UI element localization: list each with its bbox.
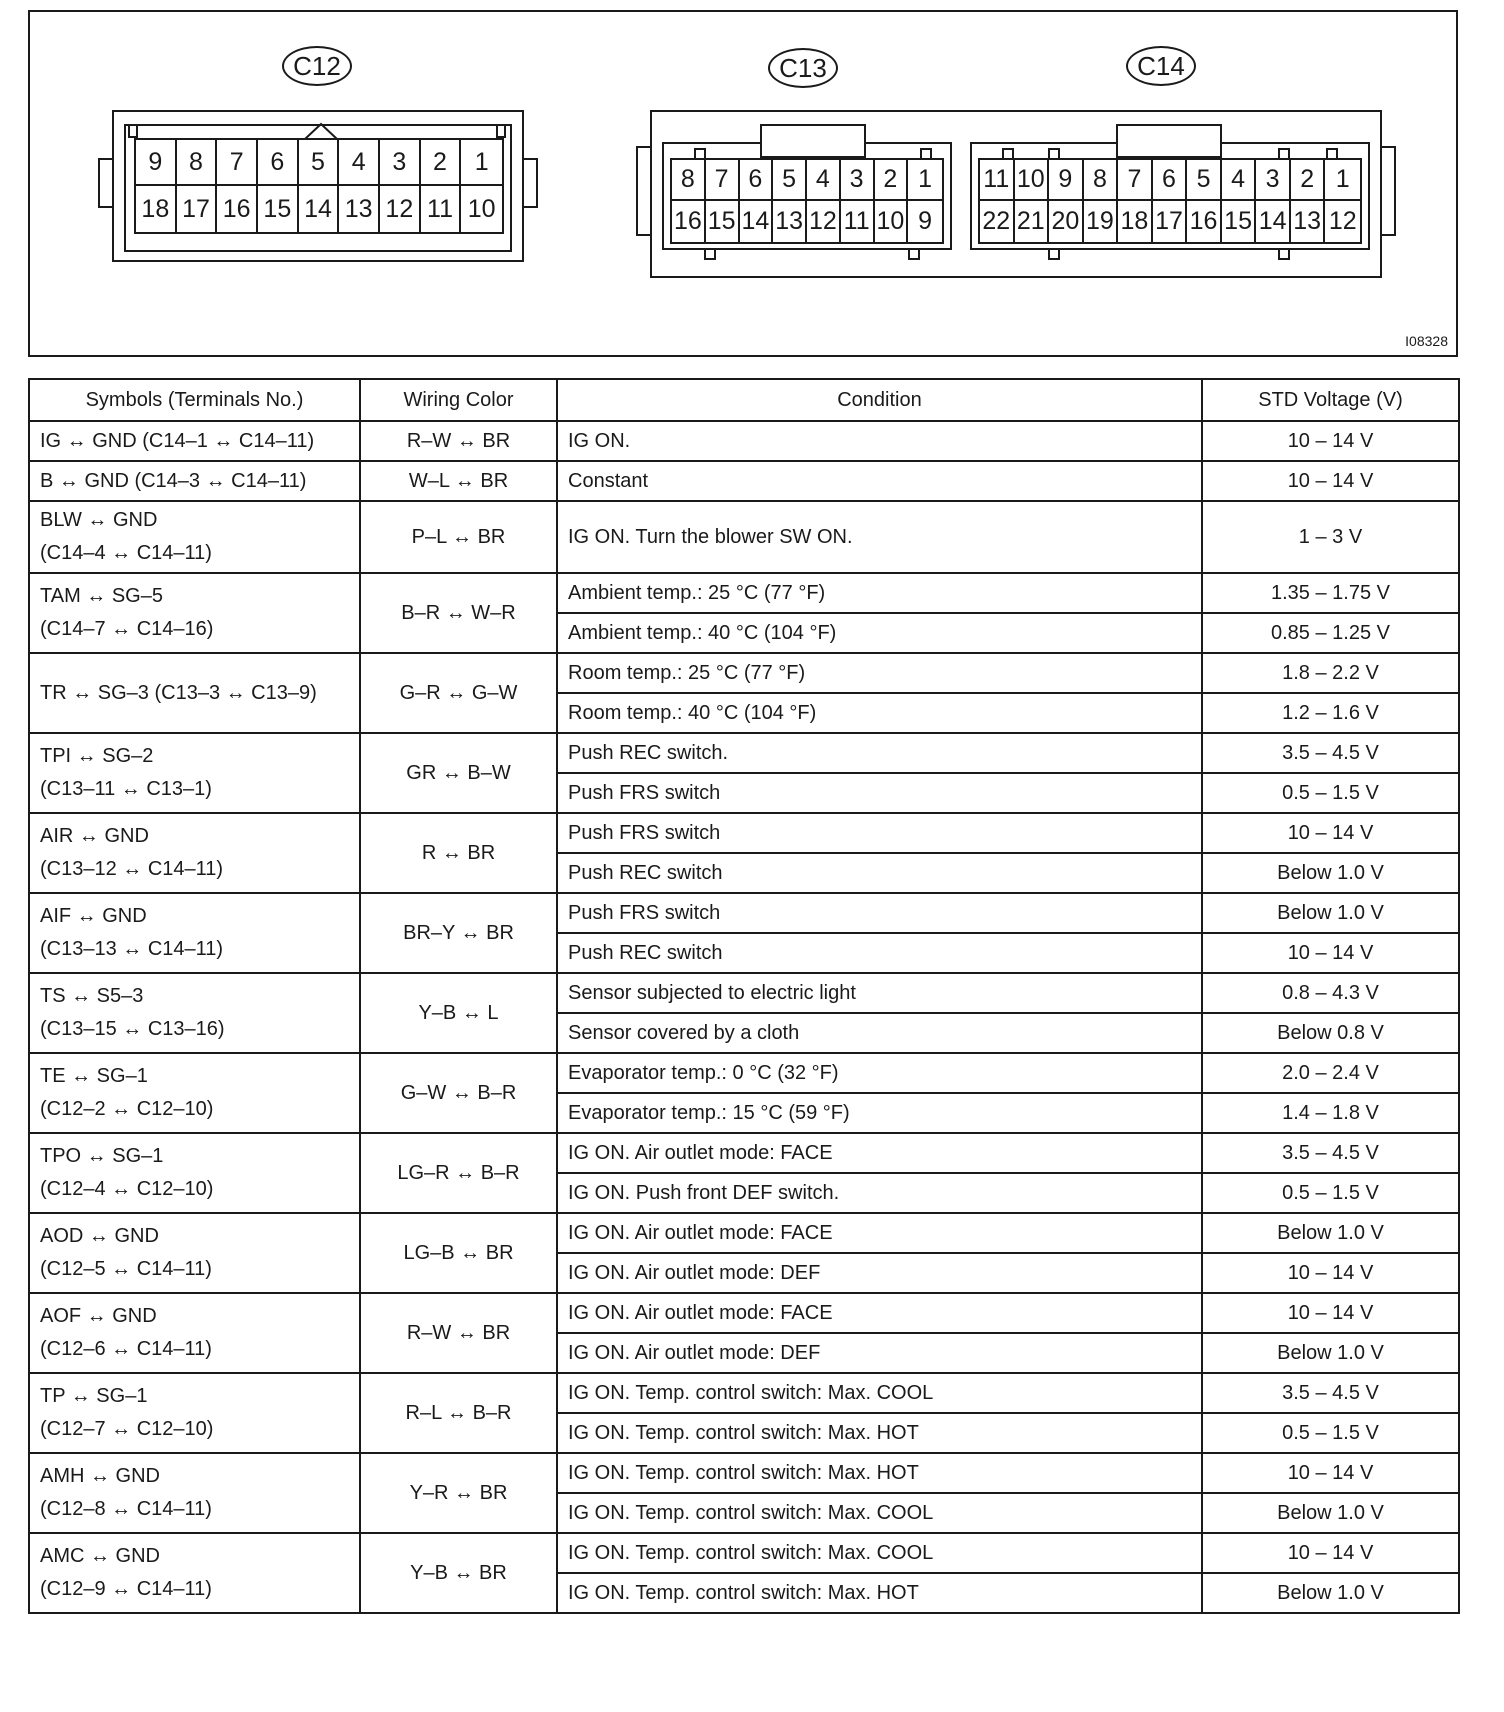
condition: IG ON. Temp. control switch: Max. HOT	[557, 1413, 1202, 1453]
terminal-numbers: (C14–4 ↔ C14–11)	[40, 542, 212, 564]
connector-pin: 5	[773, 160, 807, 201]
housing-ear	[1380, 146, 1396, 236]
connector-pin: 3	[380, 140, 421, 186]
condition: Room temp.: 40 °C (104 °F)	[557, 693, 1202, 733]
connector-pin: 10	[1015, 160, 1050, 201]
terminal-symbols-cell	[29, 421, 360, 461]
connector-pin: 10	[875, 201, 909, 242]
figure-id: I08328	[1405, 333, 1448, 349]
connector-pin: 14	[740, 201, 774, 242]
connector-pin: 7	[706, 160, 740, 201]
connector-label-c12: C12	[282, 46, 352, 86]
connector-pin: 15	[706, 201, 740, 242]
connector-pin: 4	[1222, 160, 1257, 201]
table-row	[29, 1293, 1459, 1333]
connector-pin: 6	[258, 140, 299, 186]
std-voltage: 0.5 – 1.5 V	[1202, 773, 1459, 813]
connector-pin: 8	[1084, 160, 1119, 201]
housing-latch	[1048, 248, 1060, 260]
condition: IG ON. Air outlet mode: FACE	[557, 1293, 1202, 1333]
terminal-symbols-cell	[29, 653, 360, 733]
wiring-color: Y–R ↔ BR	[360, 1453, 557, 1533]
connector-pin: 9	[1049, 160, 1084, 201]
std-voltage: Below 1.0 V	[1202, 1213, 1459, 1253]
std-voltage: 1 – 3 V	[1202, 501, 1459, 573]
std-voltage: 0.85 – 1.25 V	[1202, 613, 1459, 653]
housing-latch	[908, 248, 920, 260]
connector-pin: 1	[1325, 160, 1360, 201]
connector-pin: 17	[1153, 201, 1188, 242]
terminal-symbols: TE ↔ SG–1	[40, 1065, 148, 1087]
connector-pin: 7	[1118, 160, 1153, 201]
connector-pin: 12	[380, 186, 421, 232]
condition: Evaporator temp.: 15 °C (59 °F)	[557, 1093, 1202, 1133]
connector-pin: 20	[1049, 201, 1084, 242]
terminal-symbols: AIF ↔ GND	[40, 905, 147, 927]
housing-key	[1116, 124, 1222, 158]
table-row	[29, 1053, 1459, 1093]
connector-pin: 12	[1328, 207, 1357, 235]
header-symbols: Symbols (Terminals No.)	[29, 379, 360, 421]
table-row	[29, 973, 1459, 1013]
condition: IG ON.	[557, 421, 1202, 461]
table-row	[29, 1533, 1459, 1573]
wiring-color: B–R ↔ W–R	[360, 573, 557, 653]
connector-housing-c12	[112, 110, 524, 262]
condition: IG ON. Temp. control switch: Max. COOL	[557, 1373, 1202, 1413]
pin-grid-c13	[670, 158, 944, 244]
connector-pin: 1	[461, 140, 502, 186]
terminal-symbols: TR ↔ SG–3 (C13–3 ↔ C13–9)	[40, 681, 317, 704]
connector-pin: 16	[217, 186, 258, 232]
connector-pin: 9	[918, 207, 933, 235]
housing-ear	[636, 146, 652, 236]
connector-pin: 16	[672, 201, 706, 242]
terminal-numbers: (C12–2 ↔ C12–10)	[40, 1098, 214, 1120]
connector-diagram	[28, 10, 1458, 357]
table-row	[29, 421, 1459, 461]
terminal-numbers: (C12–7 ↔ C12–10)	[40, 1418, 214, 1440]
connector-pin: 14	[299, 186, 340, 232]
connector-housing-c13-c14	[650, 110, 1382, 278]
condition: IG ON. Temp. control switch: Max. HOT	[557, 1453, 1202, 1493]
connector-pin: 13	[1291, 201, 1326, 242]
std-voltage: 10 – 14 V	[1202, 1293, 1459, 1333]
connector-pin: 13	[339, 186, 380, 232]
wiring-color: BR–Y ↔ BR	[360, 893, 557, 973]
table-row	[29, 501, 1459, 573]
header-condition: Condition	[557, 379, 1202, 421]
terminal-symbols-cell	[29, 1533, 360, 1613]
connector-pin: 2	[421, 140, 462, 186]
terminal-symbols-cell	[29, 893, 360, 973]
connector-pin: 3	[1256, 160, 1291, 201]
std-voltage: 1.8 – 2.2 V	[1202, 653, 1459, 693]
std-voltage: 3.5 – 4.5 V	[1202, 733, 1459, 773]
terminal-symbols-cell	[29, 733, 360, 813]
wiring-color: R–W ↔ BR	[360, 1293, 557, 1373]
table-row	[29, 461, 1459, 501]
condition: IG ON. Temp. control switch: Max. COOL	[557, 1533, 1202, 1573]
condition: Ambient temp.: 40 °C (104 °F)	[557, 613, 1202, 653]
connector-pin: 9	[136, 140, 177, 186]
condition: Push FRS switch	[557, 773, 1202, 813]
pin-grid-c12	[134, 138, 504, 234]
connector-pin: 15	[258, 186, 299, 232]
connector-pin: 3	[841, 160, 875, 201]
std-voltage: 10 – 14 V	[1202, 1453, 1459, 1493]
terminal-symbols-cell	[29, 1373, 360, 1453]
table-row	[29, 1213, 1459, 1253]
std-voltage: 1.35 – 1.75 V	[1202, 573, 1459, 613]
wiring-color: LG–R ↔ B–R	[360, 1133, 557, 1213]
wiring-color: Y–B ↔ BR	[360, 1533, 557, 1613]
connector-pin: 5	[299, 140, 340, 186]
connector-pin: 2	[1291, 160, 1326, 201]
connector-pin: 6	[740, 160, 774, 201]
housing-ear	[98, 158, 114, 208]
table-row	[29, 653, 1459, 693]
condition: Constant	[557, 461, 1202, 501]
connector-pin: 13	[773, 201, 807, 242]
housing-latch	[496, 124, 506, 138]
std-voltage: Below 1.0 V	[1202, 1493, 1459, 1533]
std-voltage: 10 – 14 V	[1202, 813, 1459, 853]
connector-pin: 1	[908, 160, 942, 201]
terminal-numbers: (C12–9 ↔ C14–11)	[40, 1578, 212, 1600]
terminal-symbols-cell	[29, 573, 360, 653]
table-header-row	[29, 379, 1459, 421]
condition: IG ON. Temp. control switch: Max. COOL	[557, 1493, 1202, 1533]
condition: Push REC switch.	[557, 733, 1202, 773]
terminal-symbols: AIR ↔ GND	[40, 825, 149, 847]
connector-pin: 22	[980, 201, 1015, 242]
table-body	[29, 421, 1459, 1613]
table-row	[29, 893, 1459, 933]
terminal-symbols: TS ↔ S5–3	[40, 985, 144, 1007]
terminal-symbols: AMC ↔ GND	[40, 1545, 160, 1567]
housing-latch	[1278, 248, 1290, 260]
condition: IG ON. Air outlet mode: DEF	[557, 1333, 1202, 1373]
condition: Push REC switch	[557, 853, 1202, 893]
wiring-color: LG–B ↔ BR	[360, 1213, 557, 1293]
condition: Ambient temp.: 25 °C (77 °F)	[557, 573, 1202, 613]
connector-pin: 10	[467, 194, 496, 223]
housing-latch	[704, 248, 716, 260]
connector-pin: 6	[1153, 160, 1188, 201]
terminal-symbols: IG ↔ GND (C14–1 ↔ C14–11)	[40, 429, 315, 452]
connector-pin: 11	[980, 160, 1015, 201]
wiring-color: Y–B ↔ L	[360, 973, 557, 1053]
std-voltage: 3.5 – 4.5 V	[1202, 1373, 1459, 1413]
terminal-symbols-cell	[29, 1053, 360, 1133]
connector-label-c13: C13	[768, 48, 838, 88]
terminal-numbers: (C12–6 ↔ C14–11)	[40, 1338, 212, 1360]
wiring-color: R–L ↔ B–R	[360, 1373, 557, 1453]
terminal-symbols-cell	[29, 461, 360, 501]
std-voltage: 10 – 14 V	[1202, 933, 1459, 973]
std-voltage: 0.8 – 4.3 V	[1202, 973, 1459, 1013]
housing-key	[760, 124, 866, 158]
std-voltage: Below 0.8 V	[1202, 1013, 1459, 1053]
terminal-symbols-cell	[29, 1213, 360, 1293]
std-voltage: 10 – 14 V	[1202, 1253, 1459, 1293]
std-voltage: 10 – 14 V	[1202, 1533, 1459, 1573]
wiring-color: P–L ↔ BR	[360, 501, 557, 573]
terminal-symbols: AMH ↔ GND	[40, 1465, 160, 1487]
connector-pin: 11	[421, 186, 462, 232]
terminal-symbols-cell	[29, 813, 360, 893]
table-row	[29, 813, 1459, 853]
wiring-color: R ↔ BR	[360, 813, 557, 893]
std-voltage: Below 1.0 V	[1202, 893, 1459, 933]
header-std-voltage: STD Voltage (V)	[1202, 379, 1459, 421]
connector-pin: 17	[177, 186, 218, 232]
condition: Push REC switch	[557, 933, 1202, 973]
connector-pin: 21	[1015, 201, 1050, 242]
connector-pin: 2	[875, 160, 909, 201]
connector-pin: 18	[136, 186, 177, 232]
terminal-numbers: (C12–8 ↔ C14–11)	[40, 1498, 212, 1520]
condition: IG ON. Air outlet mode: DEF	[557, 1253, 1202, 1293]
std-voltage: 0.5 – 1.5 V	[1202, 1413, 1459, 1453]
terminal-symbols: AOD ↔ GND	[40, 1225, 159, 1247]
condition: IG ON. Push front DEF switch.	[557, 1173, 1202, 1213]
connector-pin: 7	[217, 140, 258, 186]
connector-pin: 4	[807, 160, 841, 201]
terminal-symbols: B ↔ GND (C14–3 ↔ C14–11)	[40, 469, 307, 492]
terminal-symbols-cell	[29, 973, 360, 1053]
condition: IG ON. Temp. control switch: Max. HOT	[557, 1573, 1202, 1613]
connector-pin: 16	[1187, 201, 1222, 242]
table-row	[29, 573, 1459, 613]
connector-pin: 12	[807, 201, 841, 242]
connector-pin: 5	[1187, 160, 1222, 201]
terminal-symbols: TP ↔ SG–1	[40, 1385, 148, 1407]
connector-pin: 18	[1118, 201, 1153, 242]
terminal-symbols-cell	[29, 1293, 360, 1373]
wiring-color: G–R ↔ G–W	[360, 653, 557, 733]
condition: Sensor covered by a cloth	[557, 1013, 1202, 1053]
wiring-color: R–W ↔ BR	[360, 421, 557, 461]
connector-pin: 8	[177, 140, 218, 186]
terminal-numbers: (C13–15 ↔ C13–16)	[40, 1018, 225, 1040]
std-voltage: 1.2 – 1.6 V	[1202, 693, 1459, 733]
std-voltage: Below 1.0 V	[1202, 1573, 1459, 1613]
condition: Room temp.: 25 °C (77 °F)	[557, 653, 1202, 693]
wiring-color: GR ↔ B–W	[360, 733, 557, 813]
wiring-color: W–L ↔ BR	[360, 461, 557, 501]
connector-pin: 14	[1256, 201, 1291, 242]
terminal-symbols-cell	[29, 501, 360, 573]
housing-ear	[522, 158, 538, 208]
terminal-numbers: (C13–12 ↔ C14–11)	[40, 858, 224, 880]
terminal-symbols-cell	[29, 1133, 360, 1213]
connector-pin: 4	[339, 140, 380, 186]
condition: IG ON. Air outlet mode: FACE	[557, 1213, 1202, 1253]
wiring-color: G–W ↔ B–R	[360, 1053, 557, 1133]
terminal-numbers: (C12–5 ↔ C14–11)	[40, 1258, 212, 1280]
terminal-symbols: BLW ↔ GND	[40, 509, 158, 531]
terminal-symbols: TPO ↔ SG–1	[40, 1145, 164, 1167]
std-voltage: 10 – 14 V	[1202, 421, 1459, 461]
table-row	[29, 1373, 1459, 1413]
std-voltage: 2.0 – 2.4 V	[1202, 1053, 1459, 1093]
std-voltage: Below 1.0 V	[1202, 1333, 1459, 1373]
table-row	[29, 733, 1459, 773]
terminal-symbols-cell	[29, 1453, 360, 1533]
terminal-symbols: TPI ↔ SG–2	[40, 745, 154, 767]
connector-pin: 8	[672, 160, 706, 201]
std-voltage: 0.5 – 1.5 V	[1202, 1173, 1459, 1213]
connector-pin: 11	[841, 201, 875, 242]
condition: IG ON. Air outlet mode: FACE	[557, 1133, 1202, 1173]
std-voltage: Below 1.0 V	[1202, 853, 1459, 893]
terminal-numbers: (C13–11 ↔ C13–1)	[40, 778, 212, 800]
terminal-symbols: TAM ↔ SG–5	[40, 585, 163, 607]
connector-label-c14: C14	[1126, 46, 1196, 86]
std-voltage: 1.4 – 1.8 V	[1202, 1093, 1459, 1133]
terminal-numbers: (C13–13 ↔ C14–11)	[40, 938, 224, 960]
std-voltage: 3.5 – 4.5 V	[1202, 1133, 1459, 1173]
terminal-numbers: (C12–4 ↔ C12–10)	[40, 1178, 214, 1200]
housing-latch	[128, 124, 138, 138]
connector-pin: 15	[1222, 201, 1257, 242]
voltage-spec-table	[28, 378, 1460, 1614]
condition: Push FRS switch	[557, 893, 1202, 933]
table-row	[29, 1133, 1459, 1173]
condition: IG ON. Turn the blower SW ON.	[557, 501, 1202, 573]
condition: Push FRS switch	[557, 813, 1202, 853]
table-row	[29, 1453, 1459, 1493]
condition: Sensor subjected to electric light	[557, 973, 1202, 1013]
pin-grid-c14	[978, 158, 1362, 244]
condition: Evaporator temp.: 0 °C (32 °F)	[557, 1053, 1202, 1093]
connector-pin: 19	[1084, 201, 1119, 242]
header-wiring-color: Wiring Color	[360, 379, 557, 421]
std-voltage: 10 – 14 V	[1202, 461, 1459, 501]
terminal-numbers: (C14–7 ↔ C14–16)	[40, 618, 214, 640]
terminal-symbols: AOF ↔ GND	[40, 1305, 157, 1327]
